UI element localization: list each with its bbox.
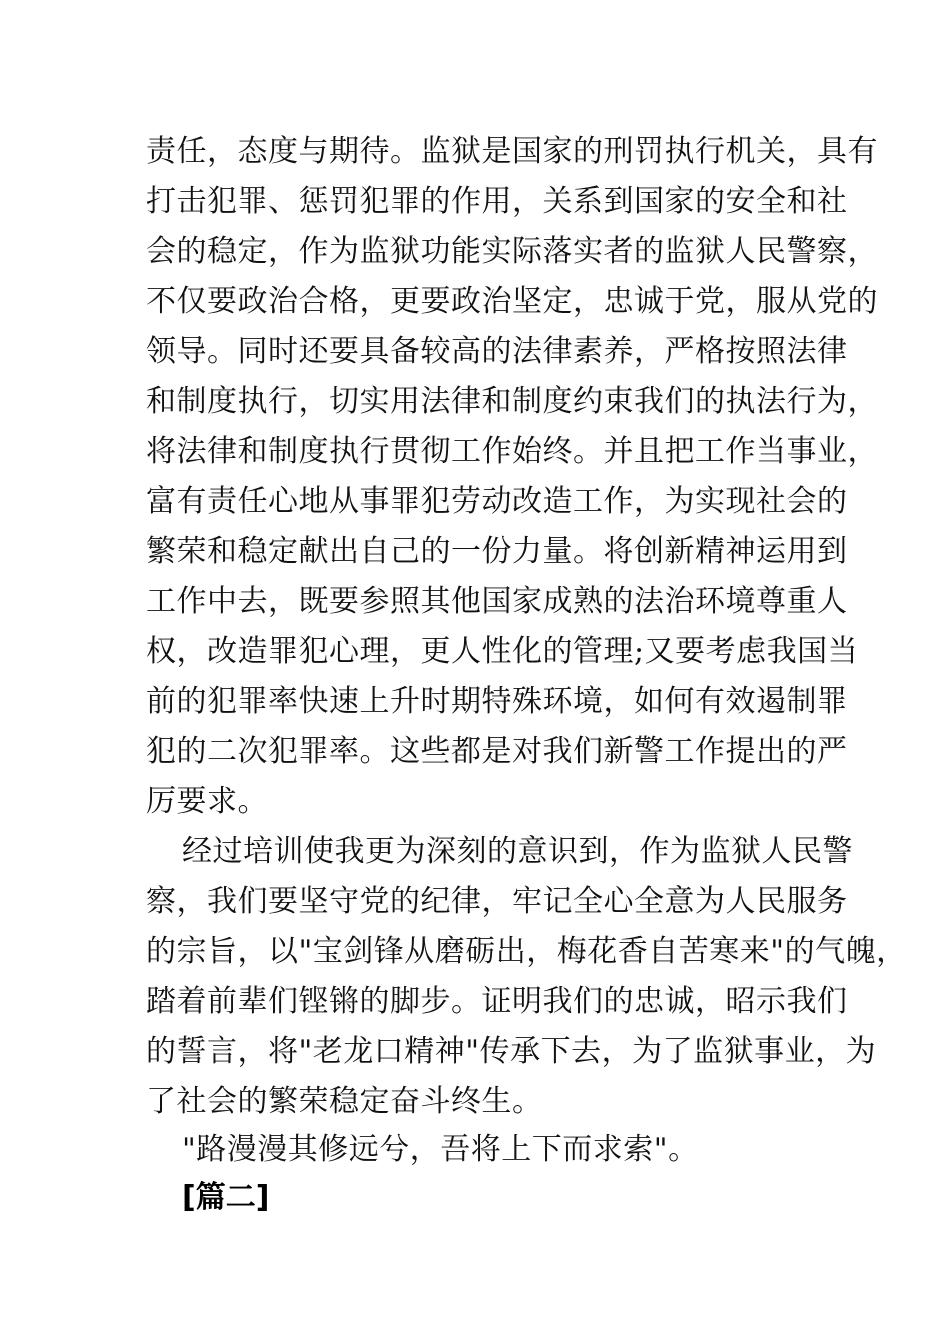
paragraph-line: 不仅要政治合格，更要政治坚定，忠诚于党，服从党的 — [146, 284, 878, 319]
paragraph-line: 权，改造罪犯心理，更人性化的管理;又要考虑我国当 — [146, 634, 859, 669]
paragraph-line: 前的犯罪率快速上升时期特殊环境，如何有效遏制罪 — [146, 684, 848, 719]
paragraph-line: 责任，态度与期待。监狱是国家的刑罚执行机关，具有 — [146, 134, 878, 169]
paragraph-line: 会的稳定，作为监狱功能实际落实者的监狱人民警察， — [146, 234, 878, 269]
paragraph-line: 的誓言，将"老龙口精神"传承下去，为了监狱事业，为 — [146, 1034, 877, 1069]
paragraph-line: 领导。同时还要具备较高的法律素养，严格按照法律 — [146, 334, 848, 369]
paragraph-line: 的宗旨，以"宝剑锋从磨砺出，梅花香自苦寒来"的气魄， — [146, 934, 907, 969]
paragraph-line: 察，我们要坚守党的纪律，牢记全心全意为人民服务 — [146, 884, 848, 919]
paragraph-line: 了社会的繁荣稳定奋斗终生。 — [146, 1084, 543, 1119]
paragraph-line: 厉要求。 — [146, 784, 268, 819]
paragraph-line: 打击犯罪、惩罚犯罪的作用，关系到国家的安全和社 — [146, 184, 848, 219]
paragraph-line: 将法律和制度执行贯彻工作始终。并且把工作当事业， — [146, 434, 878, 469]
paragraph-line: 经过培训使我更为深刻的意识到，作为监狱人民警 — [182, 834, 853, 869]
section-heading: [篇二] — [182, 1180, 270, 1215]
paragraph-line: 富有责任心地从事罪犯劳动改造工作，为实现社会的 — [146, 484, 848, 519]
quote-line: "路漫漫其修远兮，吾将上下而求索"。 — [182, 1132, 699, 1167]
paragraph-line: 踏着前辈们铿锵的脚步。证明我们的忠诚，昭示我们 — [146, 984, 848, 1019]
paragraph-line: 和制度执行，切实用法律和制度约束我们的执法行为， — [146, 384, 878, 419]
paragraph-line: 工作中去，既要参照其他国家成熟的法治环境尊重人 — [146, 584, 848, 619]
paragraph-line: 犯的二次犯罪率。这些都是对我们新警工作提出的严 — [146, 734, 848, 769]
paragraph-line: 繁荣和稳定献出自己的一份力量。将创新精神运用到 — [146, 534, 848, 569]
